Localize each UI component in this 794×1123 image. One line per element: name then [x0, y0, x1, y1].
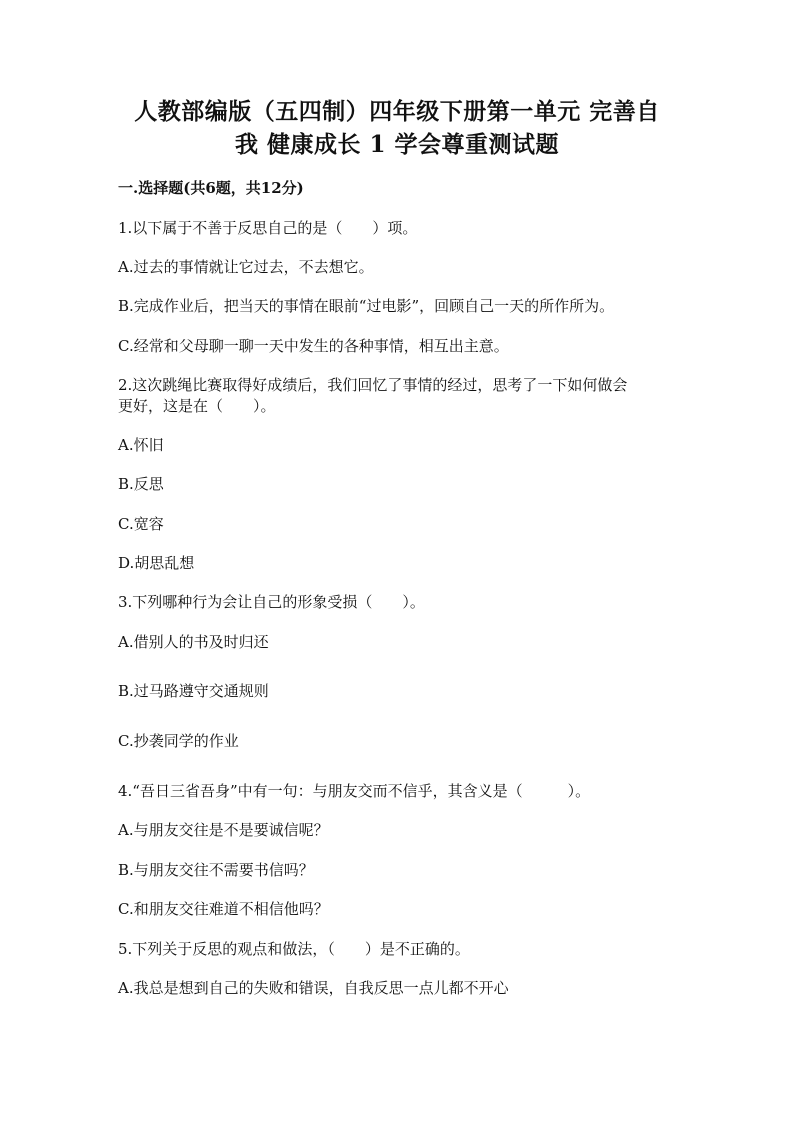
- document-title-line-2: 我 健康成长 1 学会尊重测试题: [234, 131, 560, 158]
- question-1-option-b: B.完成作业后，把当天的事情在眼前“过电影”，回顾自己一天的所作所为。: [118, 297, 615, 315]
- question-2-option-b: B.反思: [118, 475, 164, 493]
- question-5-option-a: A.我总是想到自己的失败和错误，自我反思一点儿都不开心: [118, 979, 509, 997]
- document-title-line-1: 人教部编版（五四制）四年级下册第一单元 完善自: [134, 98, 660, 125]
- question-4-option-b: B.与朋友交往不需要书信吗？: [118, 861, 314, 879]
- question-3-option-b: B.过马路遵守交通规则: [118, 682, 269, 700]
- question-3-stem: 3.下列哪种行为会让自己的形象受损（ ）。: [118, 593, 425, 611]
- question-2-stem-line-2: 更好，这是在（ ）。: [118, 397, 276, 415]
- question-4-option-a: A.与朋友交往是不是要诚信呢？: [118, 821, 329, 839]
- question-2-option-c: C.宽容: [118, 515, 164, 533]
- section-heading: 一.选择题(共6题，共12分): [118, 179, 304, 197]
- question-1-option-a: A.过去的事情就让它过去，不去想它。: [118, 258, 374, 276]
- question-1-option-c: C.经常和父母聊一聊一天中发生的各种事情，相互出主意。: [118, 337, 509, 355]
- question-3-option-a: A.借别人的书及时归还: [118, 633, 269, 651]
- question-4-stem: 4.“吾日三省吾身”中有一句：与朋友交而不信乎，其含义是（ ）。: [118, 782, 591, 800]
- question-4-option-c: C.和朋友交往难道不相信他吗？: [118, 900, 329, 918]
- question-2-option-a: A.怀旧: [118, 436, 164, 454]
- question-5-stem: 5.下列关于反思的观点和做法，（ ）是不正确的。: [118, 940, 470, 958]
- question-1-stem: 1.以下属于不善于反思自己的是（ ）项。: [118, 219, 418, 237]
- question-2-option-d: D.胡思乱想: [118, 554, 195, 572]
- question-2-stem-line-1: 2.这次跳绳比赛取得好成绩后，我们回忆了事情的经过，思考了一下如何做会: [118, 376, 628, 394]
- question-3-option-c: C.抄袭同学的作业: [118, 732, 239, 750]
